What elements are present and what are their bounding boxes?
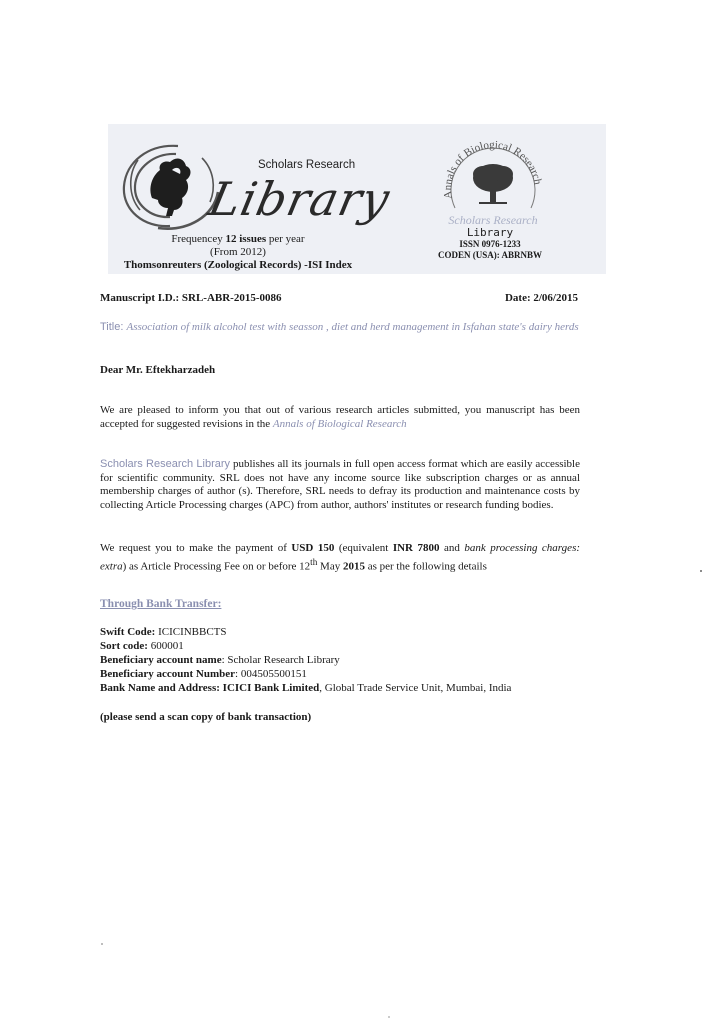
seal-publisher-text: Scholars Research [448, 213, 538, 227]
beneficiary-name-label: Beneficiary account name [100, 654, 222, 666]
swift-code-line [100, 625, 580, 639]
title-text: Association of milk alcohol test with seasson , diet and herd management in Isfahan state's dairy herds [126, 321, 579, 333]
bank-name-label: Bank Name and Address: ICICI Bank Limited [100, 682, 320, 694]
amount-inr: INR 7800 [392, 542, 440, 554]
scan-speck [388, 1016, 390, 1018]
org-name-ref: Scholars Research Library [100, 458, 231, 470]
acceptance-text: We are pleased to inform you that out of various research articles submitted, you manuscript has been accepted for suggested revisions in the [100, 404, 580, 430]
acceptance-paragraph [100, 404, 580, 431]
manuscript-id-label: Manuscript I.D.: [100, 292, 182, 304]
sort-code-line [100, 639, 580, 653]
bank-charges-note: bank processing charges: extra [100, 542, 581, 573]
issn-text: ISSN 0976-1233 [459, 238, 521, 249]
journal-name-ref: Annals of Biological Research [272, 417, 407, 430]
payment-text-1: We request you to make the payment of [100, 542, 292, 554]
bank-details [100, 625, 580, 695]
scan-speck [700, 570, 702, 572]
since-line: (From 2012) [210, 246, 266, 258]
sort-code-value: 600001 [150, 640, 184, 652]
index-line: Thomsonreuters (Zoological Records) -ISI Index [123, 259, 353, 271]
payment-text-5: May [317, 560, 343, 573]
payment-request-paragraph [100, 542, 580, 574]
frequency-prefix: Frequencey [171, 233, 226, 245]
manuscript-title [100, 320, 600, 334]
payment-text-4: ) as Article Processing Fee on or before 12 [122, 560, 311, 573]
payment-text-2: (equivalent [334, 542, 393, 554]
due-year: 2015 [342, 560, 365, 573]
bank-name-value: , Global Trade Service Unit, Mumbai, India [319, 682, 512, 694]
scan-speck [101, 943, 103, 945]
library-name: Library [466, 226, 514, 239]
beneficiary-name-line [100, 653, 580, 667]
title-label: Title: [100, 321, 127, 333]
open-access-text: publishes all its journals in full open access format which are easily accessible for scientific community. SRL does not have any income source like subscription charges or as annual membership charges of author (s). Therefore, SRL needs to defray its production and maintenance costs by collecting Article Processing charges (APC) from author, authors' institutes or research funding bodies. [100, 458, 580, 511]
payment-text-3: and [439, 542, 465, 554]
brand-top-text: Scholars Research [258, 159, 356, 171]
manuscript-id-value: SRL-ABR-2015-0086 [181, 292, 282, 304]
date-value: 2/06/2015 [533, 292, 578, 304]
frequency-line [108, 233, 368, 246]
beneficiary-number-line [100, 667, 580, 681]
swift-code-value: ICICINBBCTS [158, 626, 227, 638]
bank-transfer-heading: Through Bank Transfer: [100, 598, 222, 610]
brand-script-text: Library [204, 172, 395, 226]
letter-date [505, 292, 578, 304]
manuscript-row [100, 292, 578, 304]
date-label: Date: [504, 292, 534, 304]
bank-name-line [100, 681, 580, 695]
beneficiary-number-label: Beneficiary account Number [100, 668, 236, 680]
beneficiary-number-value: : 004505500151 [235, 668, 307, 680]
scan-copy-note: (please send a scan copy of bank transaction) [100, 711, 312, 723]
open-access-paragraph [100, 458, 580, 512]
swift-code-label: Swift Code: [100, 626, 159, 638]
salutation: Dear Mr. Eftekharzadeh [100, 364, 216, 376]
payment-text-6: as per the following details [364, 560, 487, 573]
scholars-research-library-logo [118, 140, 395, 232]
seal-ring-text: Annals of Biological Research [441, 139, 544, 200]
coden-text: CODEN (USA): ABRNBW [437, 250, 542, 260]
sort-code-label: Sort code: [100, 640, 151, 652]
amount-usd: USD 150 [291, 542, 335, 554]
frequency-suffix: per year [266, 233, 305, 245]
day-suffix: th [310, 556, 318, 567]
beneficiary-name-value: : Scholar Research Library [221, 654, 340, 666]
journal-frequency-block [108, 233, 368, 272]
frequency-value: 12 issues [225, 233, 267, 245]
annals-biological-research-seal-icon [427, 130, 557, 230]
journal-identifiers-block [395, 227, 585, 262]
